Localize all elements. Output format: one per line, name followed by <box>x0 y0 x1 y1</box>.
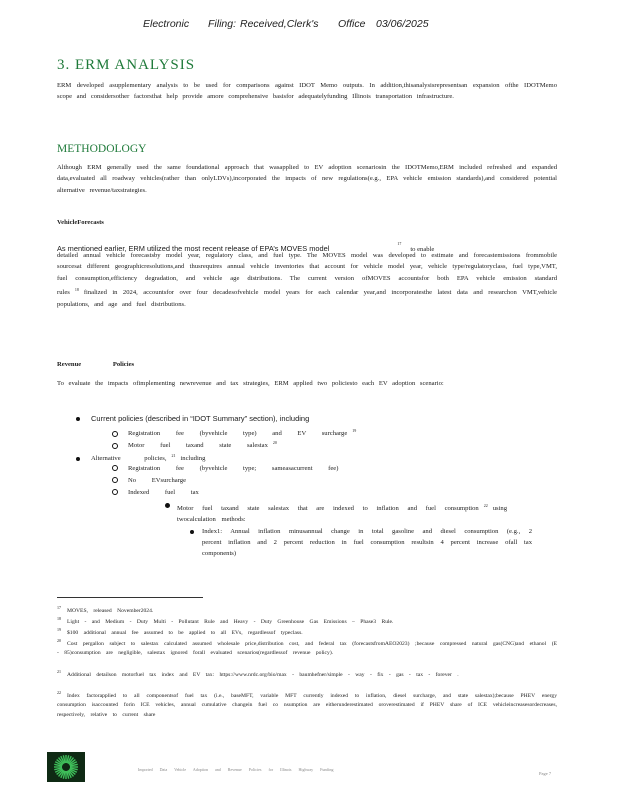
circle-bullet-icon <box>112 431 118 437</box>
footnote-ref-21[interactable]: 21 <box>171 453 176 458</box>
header-office: Office <box>338 18 366 30</box>
header-filing: Filing: <box>208 18 237 30</box>
footnote-text: Light - and Medium - Duty Multi - Pollutant Rule and Heavy - Duty Greenhouse Gas Emissions – Phase3 Rule. <box>67 618 394 625</box>
footnote-number: 21 <box>57 669 61 674</box>
revenue-intro-paragraph: To evaluate the impacts ofimplementing newrevenue and tax strategies, ERM applied two policiesto each EV adoption scenario: <box>57 380 444 387</box>
header-electronic: Electronic <box>143 18 190 30</box>
footnote-ref-18[interactable]: 18 <box>74 287 79 293</box>
header-date: 03/06/2025 <box>376 18 429 30</box>
list-item: Indexed fuel tax <box>112 487 199 499</box>
index1-item: Index1: Annual inflation minusannual change in total gasoline and diesel consumption (e.g., 2 percent inflation and 2 percent reduction in fuel consumption resultsin 4 percent increase ofall tax components) <box>202 528 532 558</box>
vehicle-forecasts-paragraph <box>57 250 557 310</box>
square-bullet-icon <box>165 503 170 508</box>
list-item: Registration fee (byvehicle type; sameasacurrent fee) <box>112 463 338 475</box>
footnote-text: MOVES, released November2024. <box>67 607 154 614</box>
footnote-number: 18 <box>57 616 61 621</box>
footnote-21 <box>57 667 557 680</box>
bullet-alternative-policies: Alternative policies, $^{21}$ including <box>76 450 205 464</box>
footnote-text: Index factorapplied to all componentsof fuel tax (i.e., baseMFT, variable MFT currently indexed to inflation, diesel surcharge, and state salestax);because PHEV energy consumption isaccounted forin ICE vehicles, annual cumulative changein fuel co nsumption are eitherunderestimated oroverestimated if PHEV share of ICE vehicleincreasesordecreases, respectively, relative to current share <box>57 692 557 719</box>
logo-burst-icon <box>47 752 85 782</box>
vf-to-enable: to enable <box>410 246 435 253</box>
footer-strip: Imported Data Vehicle Adoption and Revenue Policies for Illinois Highway Funding <box>138 767 334 772</box>
list-item: Motor fuel taxand state salestax $^{20}$ <box>112 437 282 452</box>
bullet-dot-icon <box>190 530 194 534</box>
filing-header <box>0 18 618 34</box>
header-received: Received,Clerk's <box>240 18 319 30</box>
methodology-paragraph: Although ERM generally used the same foundational approach that wasapplied to EV adoption scenariosin the IDOTMemo,ERM included refreshed and expanded data,evaluated all roadway vehicles(rather than onlyLDVs),incorporated the impacts of new regulations(e.g., EPA vehicle emission standards),and considered potential alternative revenue/taxstrategies. <box>57 164 557 194</box>
methodology-heading: METHODOLOGY <box>57 143 147 155</box>
footnote-22 <box>57 688 557 721</box>
circle-bullet-icon <box>112 443 118 449</box>
circle-bullet-icon <box>112 489 118 495</box>
footnote-number: 17 <box>57 605 61 610</box>
footnote-divider <box>57 597 203 598</box>
vehicle-forecasts-heading: VehicleForecasts <box>57 219 104 226</box>
list-item: No EVsurcharge <box>112 475 186 487</box>
erm-logo <box>47 752 85 782</box>
bullet-dot-icon <box>76 457 80 461</box>
footnote-20 <box>57 636 557 659</box>
footnote-number: 20 <box>57 638 61 643</box>
footnote-number: 19 <box>57 627 61 632</box>
circle-bullet-icon <box>112 477 118 483</box>
footnote-ref-20[interactable]: 20 <box>272 440 277 445</box>
section-title: 3. ERM ANALYSIS <box>57 57 196 73</box>
bullet-current-policies-text: Current policies (described in “IDOT Summary” section), including <box>91 414 310 423</box>
circle-bullet-icon <box>112 465 118 471</box>
footnote-ref-19[interactable]: 19 <box>352 428 357 433</box>
vf-first-line-text: As mentioned earlier, ERM utilized the most recent release of EPA’s MOVES model <box>57 244 330 253</box>
vf-body-a: detailed annual vehicle forecastsby model year, regulatory class, and fuel type. The MOVES model was developed to estimate and forecastemissions frommobile sourcesat different geographicresolutions,and thusrequires annual vehicle inventories that account for vehicle model year, vehicle type/regulatoryclass, fuel type,VMT, fuel consumption,efficiency degradation, and vehicle age distributions. The current version ofMOVES accountsfor both EPA vehicle emission standard rules <box>57 252 557 297</box>
intro-paragraph: ERM developed asupplementary analysis to be used for comparisons against IDOT Memo outputs. In addition,thisanalysisrepresentsan expansion ofthe IDOTMemo scope and considersother factorsthat help provide amore comprehensive basisfor adequatelyfunding Illinois transportation infrastructure. <box>57 82 557 101</box>
list-item: Registration fee (byvehicle type) and EV surcharge $^{19}$ <box>112 425 361 440</box>
motor-fuel-tax-item: Motor fuel taxand state salestax that are indexed to inflation and fuel consumption $^{22}$ using twocalculation methods: <box>177 503 507 524</box>
footnote-number: 22 <box>57 690 61 695</box>
footnote-ref-22[interactable]: 22 <box>483 503 488 508</box>
footnote-ref-17[interactable]: 17 <box>397 240 402 246</box>
bullet-current-policies <box>76 413 309 424</box>
bullet-dot-icon <box>76 417 80 421</box>
vf-body-b: finalized in 2024, accountsfor over four decadesofvehicle model years for each calendar year,and incorporatesthe latest data and researchon VMT,vehicle populations, and age and fuel distributions. <box>57 289 557 308</box>
revenue-policies-heading: Revenue Policies <box>57 361 135 368</box>
footnote-text: $100 additional annual fee assumed to be applied to all EVs, regardlessof typeclass. <box>67 629 303 636</box>
page-number: Page 7 <box>539 771 552 776</box>
footnote-text: Cost pergallon subject to salestax calculated assumed wholesale price,distribution cost, and federal tax (forecastsfromAEO2023) ;because compressed natural gas(CNG)and ethanol (E - 85)consumption are negligible, salestax ignored forall evaluated scenarios(regardlessof revenue policy). <box>57 640 557 657</box>
footnote-text: Additional detailson motorfuel tax index and EV tax: https://www.nrdc.org/bio/max - baumhefner/simple - way - fix - gas - tax - forever . <box>67 671 459 678</box>
